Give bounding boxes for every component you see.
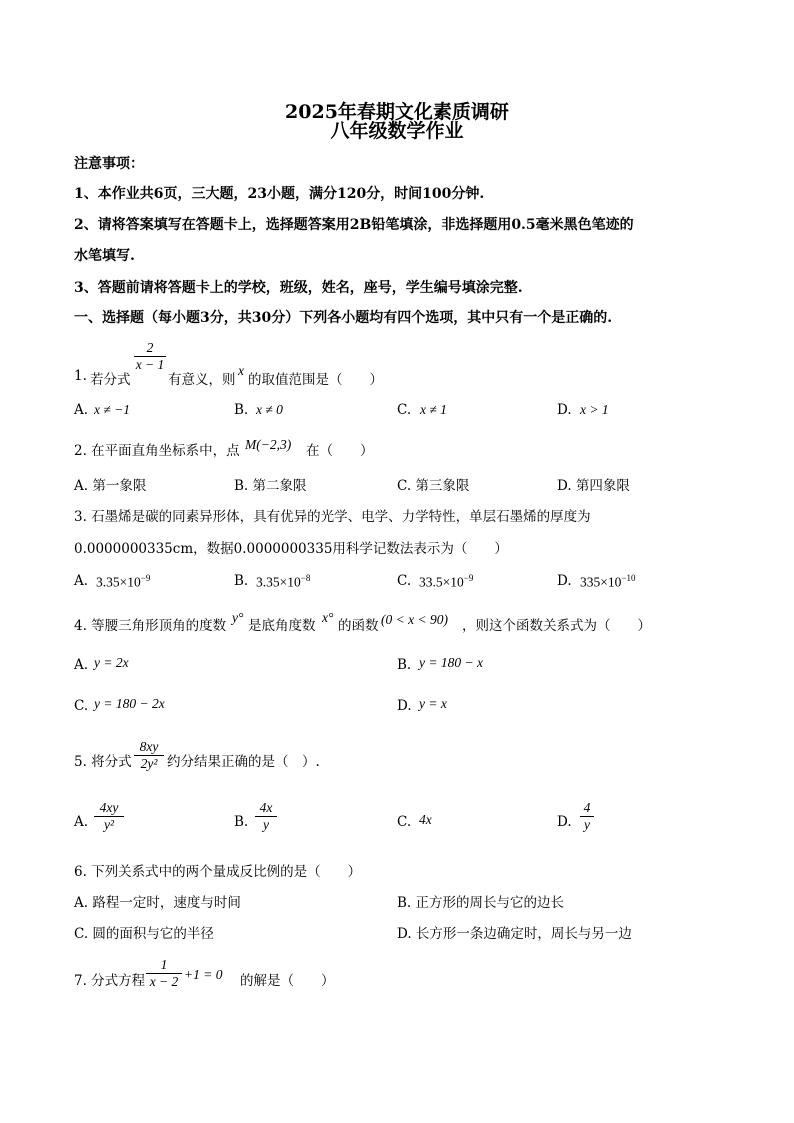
q1-var: x [238,363,244,378]
q5-text: 5. 将分式 [74,754,132,770]
q4-text: ，则这个函数关系式为（ ） [462,618,651,634]
option-label: C. [397,402,412,418]
option-expr: x ≠ 1 [420,402,447,417]
option: D. 第四象限 [557,478,630,494]
option-label: D. [397,698,412,714]
option-expr: x > 1 [580,402,609,417]
option-expr: 4x [419,812,432,827]
page-subtitle: 八年级数学作业 [330,120,464,142]
option-fraction: 4x y [255,800,277,833]
q5-text: 约分结果正确的是（ ）. [167,754,320,770]
option: A. 第一象限 [74,478,147,494]
option-label: B. [234,402,249,418]
note-item: 水笔填写. [74,248,135,264]
option-expr: $3.35\times 10^{-8}$ [256,573,311,590]
q4-var-x: x° [322,610,334,625]
q1-text: 的取值范围是（ ） [248,372,383,388]
option-label: C. [74,698,89,714]
note-item: 2、请将答案填写在答题卡上，选择题答案用2B铅笔填涂，非选择题用0.5毫米黑色笔迹的 [74,217,634,233]
option: C. 第三象限 [397,478,470,494]
option-label: A. [74,402,89,418]
section-heading: 一、选择题（每小题3分，共30分）下列各小题均有四个选项，其中只有一个是正确的. [74,310,613,326]
q7-equation: +1 = 0 [184,967,223,982]
option-label: D. [557,573,572,589]
q1-frac-den: x − 1 [135,357,165,372]
option: D. 长方形一条边确定时，周长与另一边 [397,926,632,942]
option-expr: x ≠ −1 [94,402,131,417]
option-label: A. [74,814,89,830]
option-fraction: 4xy y² [94,800,124,833]
q1-number: 1. [74,368,87,384]
q5-fraction: 8xy 2y² [134,739,164,772]
q3-text: 3. 石墨烯是碳的同素异形体，具有优异的光学、电学、力学特性，单层石墨烯的厚度为 [74,509,591,525]
note-item: 3、答题前请将答题卡上的学校，班级，姓名，座号，学生编号填涂完整. [74,280,523,296]
option-label: C. [397,573,412,589]
option-label: B. [234,573,249,589]
page-title: 2025年春期文化素质调研 [285,101,509,123]
q7-text: 7. 分式方程 [74,973,146,989]
option-label: B. [397,657,412,673]
q1-text: 若分式 [90,372,131,388]
q1-frac-num: 2 [146,340,154,355]
option: A. 路程一定时，速度与时间 [74,895,241,911]
q2-text: 2. 在平面直角坐标系中，点 [74,443,240,459]
note-item: 1、本作业共6页，三大题，23小题，满分120分，时间100分钟. [74,186,485,202]
option-expr: $3.35\times 10^{-9}$ [96,573,151,590]
option-expr: y = 180 − x [419,655,483,670]
option-label: D. [557,402,572,418]
q2-text: 在（ ） [306,443,374,459]
option-label: A. [74,573,89,589]
option-fraction: 4 y [580,800,594,833]
option-label: C. [397,814,412,830]
option-label: B. [234,814,249,830]
q4-text: 是底角度数 [248,618,316,634]
option-expr: y = 180 − 2x [94,696,165,711]
option-label: D. [557,814,572,830]
option: B. 第二象限 [234,478,307,494]
option-expr: x ≠ 0 [256,402,283,417]
option-label: A. [74,657,89,673]
option: C. 圆的面积与它的半径 [74,926,214,942]
q4-range: (0 < x < 90) [381,612,448,627]
q1-fraction [134,340,166,373]
q4-var-y: y° [232,610,244,625]
option-expr: y = x [419,696,447,711]
option-expr: $33.5\times 10^{-9}$ [419,573,474,590]
q7-fraction: 1 x − 2 [146,957,182,990]
q4-text: 4. 等腰三角形顶角的度数 [74,618,227,634]
q2-point: M(−2,3) [245,437,292,452]
q4-text: 的函数 [338,618,379,634]
q1-text: 有意义，则 [168,372,236,388]
notes-heading: 注意事项： [74,156,144,172]
option-expr: y = 2x [94,655,129,670]
q7-text: 的解是（ ） [240,973,335,989]
option: B. 正方形的周长与它的边长 [397,895,565,911]
q3-text: 0.0000000335cm，数据0.0000000335用科学记数法表示为（ ） [74,541,508,557]
q6-text: 6. 下列关系式中的两个量成反比例的是（ ） [74,864,362,880]
option-expr: $335\times 10^{-10}$ [580,573,636,590]
